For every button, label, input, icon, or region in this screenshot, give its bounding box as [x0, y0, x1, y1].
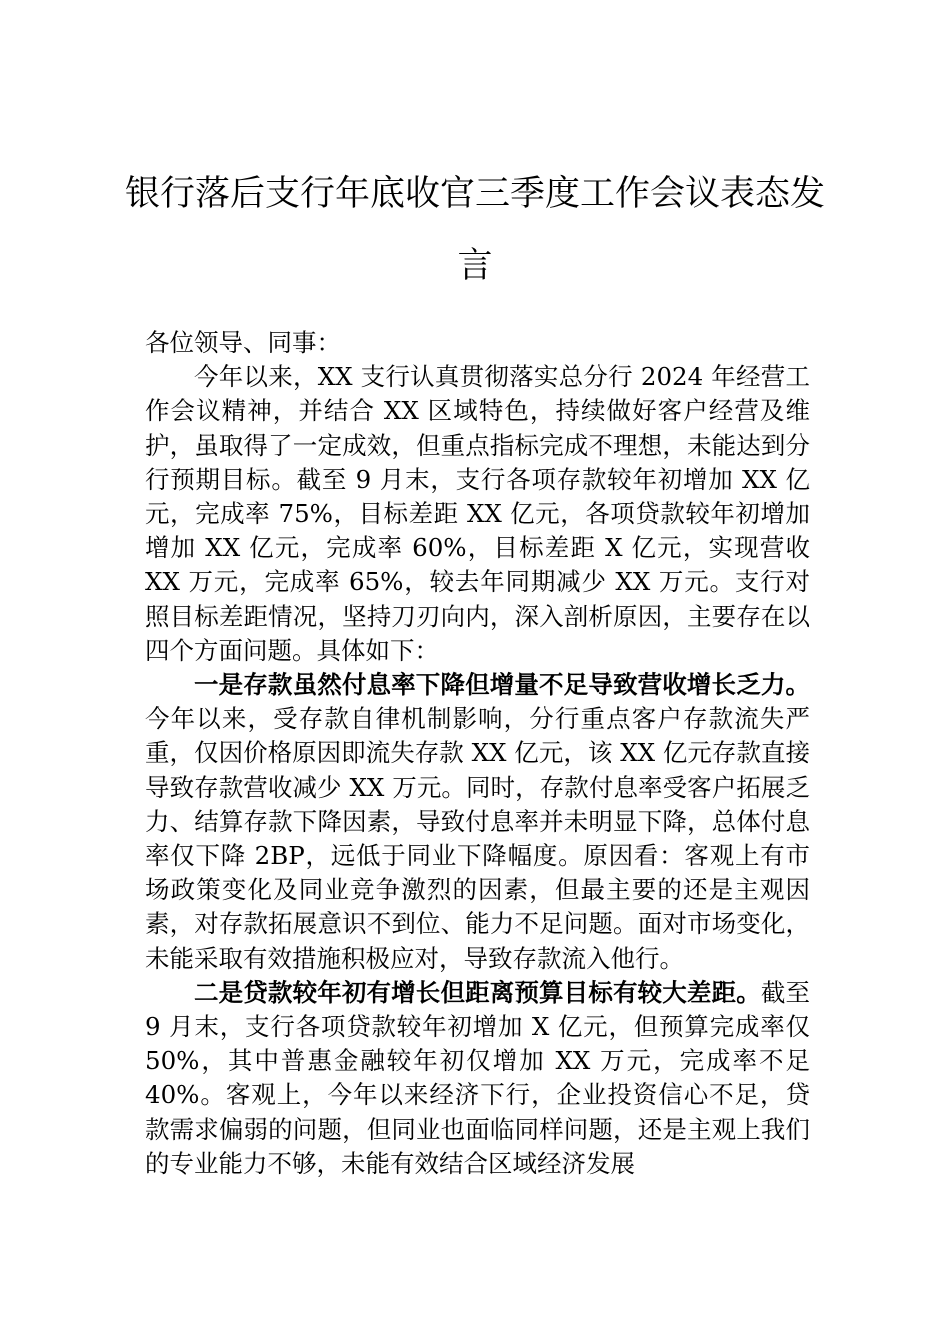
paragraph-loan-text: 截至 9 月末，支行各项贷款较年初增加 X 亿元，但预算完成率仅 50%，其中普惠金融较年初仅增加 XX 万元，完成率不足 40%。客观上，今年以来经济下行，企业投资信心不足，贷款需求偏弱的问题，但同业也面临同样问题，还是主观上我们的专业能力不够，未能有效结合区域经济发展: [145, 977, 811, 1178]
paragraph-deposit-issue: [145, 668, 810, 976]
paragraph-overview: 今年以来，XX 支行认真贯彻落实总分行 2024 年经营工作会议精神，并结合 XX 区域特色，持续做好客户经营及维护，虽取得了一定成效，但重点指标完成不理想，未能达到分行预期目标。截至 9 月末，支行各项存款较年初增加 XX 亿元，完成率 75%，目标差距 XX 亿元，各项贷款较年初增加增加 XX 亿元，完成率 60%，目标差距 X 亿元，实现营收 XX 万元，完成率 65%，较去年同期减少 XX 万元。支行对照目标差距情况，坚持刀刃向内，深入剖析原因，主要存在以四个方面问题。具体如下：: [145, 362, 810, 665]
document-body: [145, 326, 810, 1181]
paragraph-deposit-heading: 一是存款虽然付息率下降但增量不足导致营收增长乏力。: [194, 670, 810, 700]
paragraph-loan-issue: [145, 976, 810, 1181]
document-title: 银行落后支行年底收官三季度工作会议表态发言: [124, 174, 825, 286]
paragraph-deposit-text: 今年以来，受存款自律机制影响，分行重点客户存款流失严重，仅因价格原因即流失存款 XX 亿元，该 XX 亿元存款直接导致存款营收减少 XX 万元。同时，存款付息率受客户拓展乏力、结算存款下降因素，导致付息率并未明显下降，总体付息率仅下降 2BP，远低于同业下降幅度。原因看：客观上有市场政策变化及同业竞争激烈的因素，但最主要的还是主观因素，对存款拓展意识不到位、能力不足问题。面对市场变化，未能采取有效措施积极应对，导致存款流入他行。: [145, 704, 810, 973]
salutation: 各位领导、同事：: [145, 328, 341, 357]
paragraph-loan-heading: 二是贷款较年初有增长但距离预算目标有较大差距。: [194, 977, 761, 1007]
